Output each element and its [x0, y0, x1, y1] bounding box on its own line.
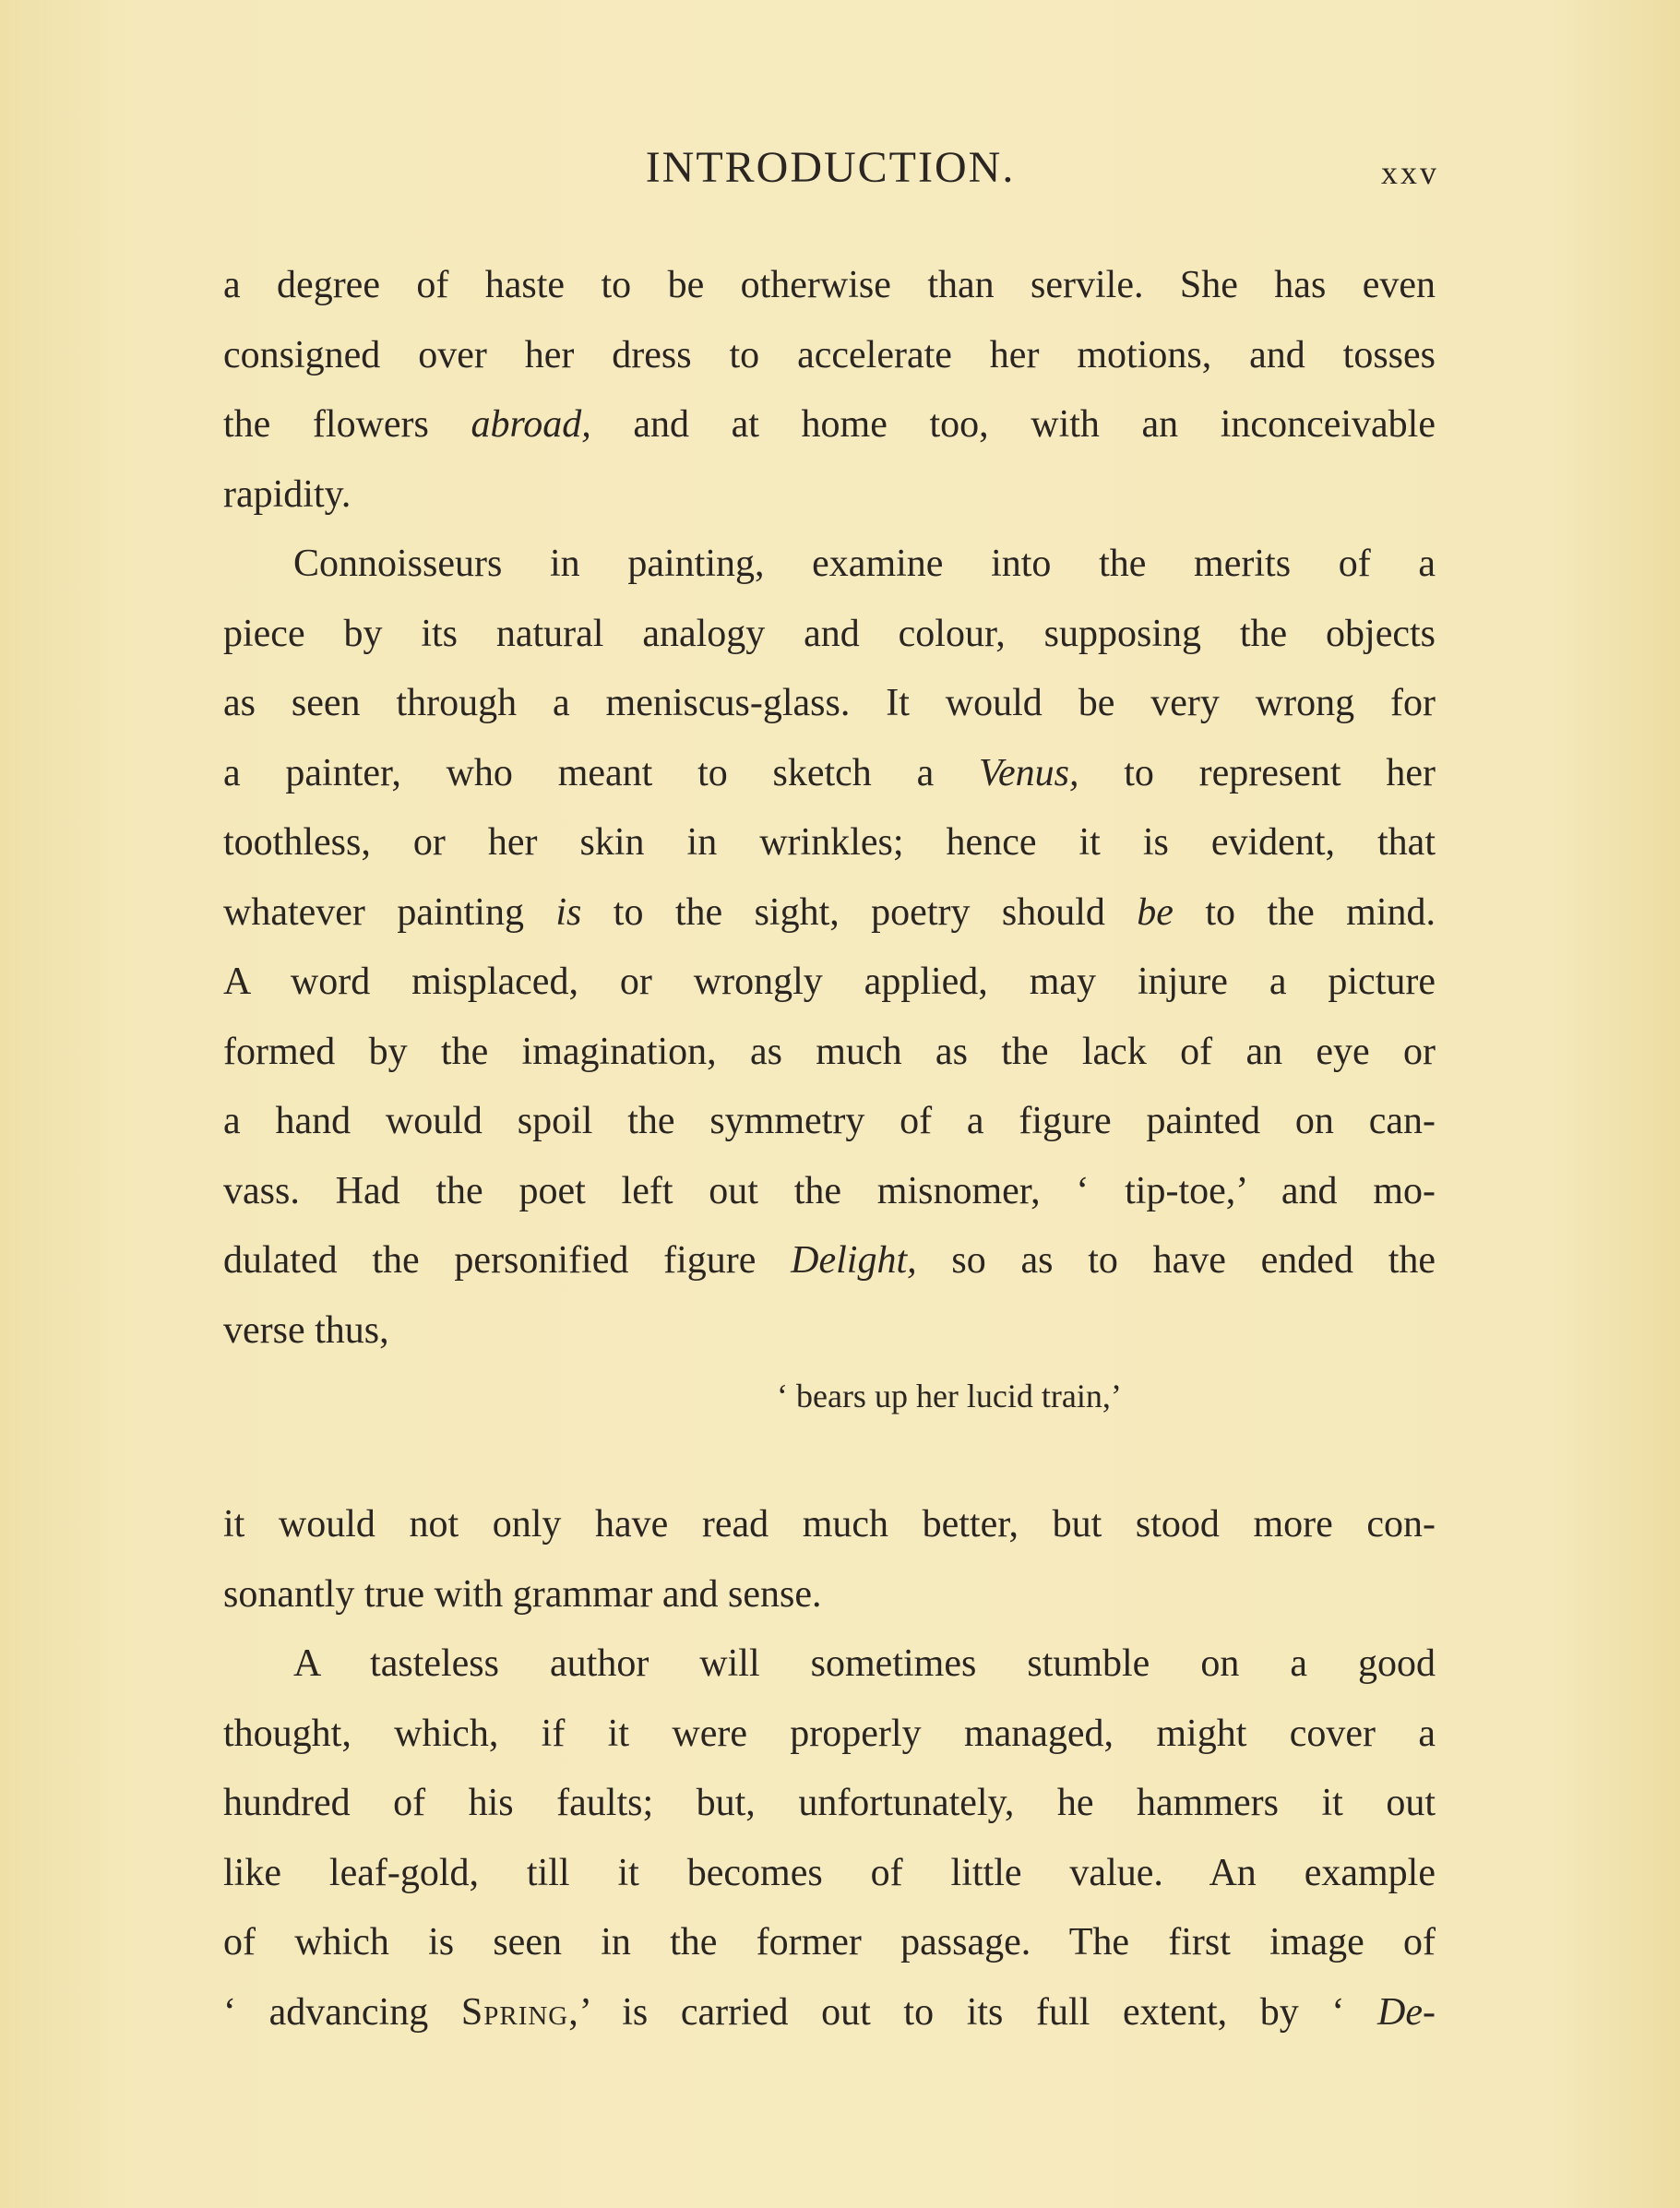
- text-line: piece by its natural analogy and colour, supposing the objects: [223, 612, 1436, 655]
- italic-word: abroad,: [471, 403, 591, 446]
- text-line: sonantly true with grammar and sense.: [223, 1572, 822, 1616]
- text-segment: a painter, who meant to sketch a: [223, 751, 979, 794]
- text-segment: ‘ advancing: [223, 1990, 461, 2034]
- text-line: like leaf-gold, till it becomes of little value. An example: [223, 1851, 1436, 1894]
- body-text-upper: [223, 251, 1436, 1366]
- text-line: [223, 1978, 1436, 2048]
- text-segment: so as to have ended the: [916, 1239, 1436, 1282]
- text-line: [223, 878, 1436, 949]
- text-line: Connoisseurs in painting, examine into the merits of a: [293, 543, 1436, 585]
- text-line: vass. Had the poet left out the misnomer, ‘ tip-toe,’ and mo-: [223, 1169, 1436, 1212]
- small-caps-word: Spring,: [460, 1990, 579, 2034]
- running-title: INTRODUCTION.: [645, 143, 1016, 192]
- text-segment: and at home too, with an inconceivable: [590, 403, 1436, 446]
- block-quote: ‘ bears up her lucid train,’: [777, 1378, 1122, 1414]
- text-segment: to represent her: [1078, 751, 1436, 794]
- text-line: consigned over her dress to accelerate her motions, and tosses: [223, 333, 1436, 376]
- text-line: verse thus,: [223, 1308, 389, 1352]
- text-line: of which is seen in the former passage. The first image of: [223, 1921, 1436, 1963]
- body-text-lower: [223, 1490, 1436, 2047]
- text-line: toothless, or her skin in wrinkles; hence it is evident, that: [223, 821, 1436, 864]
- text-line: a hand would spoil the symmetry of a figure painted on can-: [223, 1100, 1436, 1142]
- text-line: A word misplaced, or wrongly applied, may injure a picture: [223, 961, 1436, 1003]
- text-line: thought, which, if it were properly managed, might cover a: [223, 1712, 1436, 1755]
- text-segment: dulated the personified figure: [223, 1239, 792, 1282]
- italic-word: Venus,: [978, 751, 1079, 794]
- text-line: [223, 739, 1436, 809]
- text-line: rapidity.: [223, 472, 351, 516]
- text-line: [223, 1226, 1436, 1296]
- text-segment: the flowers: [223, 403, 471, 446]
- italic-word: be: [1137, 890, 1174, 934]
- text-line: a degree of haste to be otherwise than servile. She has even: [223, 264, 1436, 306]
- text-segment: to the sight, poetry should: [581, 890, 1138, 934]
- text-line: A tasteless author will sometimes stumble on a good: [293, 1642, 1436, 1685]
- page-number: xxv: [1381, 154, 1439, 191]
- text-line: formed by the imagination, as much as the lack of an eye or: [223, 1030, 1436, 1073]
- text-segment: whatever painting: [223, 890, 556, 934]
- text-line: hundred of his faults; but, unfortunately, he hammers it out: [223, 1782, 1436, 1824]
- text-segment: ’ is carried out to its full extent, by ‘: [578, 1990, 1378, 2034]
- italic-word: De-: [1377, 1990, 1436, 2034]
- italic-word: Delight,: [791, 1239, 917, 1282]
- text-line: it would not only have read much better, but stood more con-: [223, 1503, 1436, 1546]
- text-line: as seen through a meniscus-glass. It would be very wrong for: [223, 682, 1436, 724]
- text-line: [223, 390, 1436, 460]
- italic-word: is: [555, 890, 582, 934]
- text-segment: to the mind.: [1173, 890, 1436, 934]
- running-head: [221, 142, 1439, 197]
